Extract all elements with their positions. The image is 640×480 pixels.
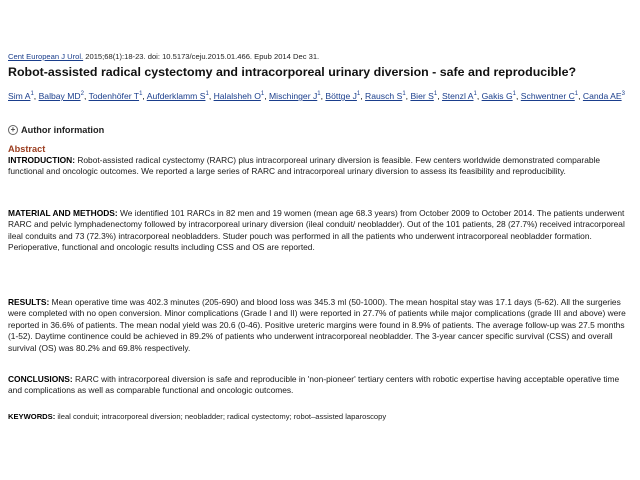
author-separator: ,: [83, 91, 89, 101]
author-link[interactable]: [8, 91, 34, 101]
author-name[interactable]: Aufderklamm S: [146, 91, 206, 101]
introduction-paragraph: [8, 155, 632, 178]
abstract-heading: Abstract: [8, 144, 46, 154]
citation-line: [8, 52, 319, 61]
author-information-toggle[interactable]: [8, 125, 104, 135]
author-information-label: Author information: [21, 125, 105, 135]
author-link[interactable]: [521, 91, 578, 101]
author-affiliation-number: 1: [356, 91, 361, 97]
article-title: Robot-assisted radical cystectomy and intracorporeal urinary diversion - safe and reproducible?: [8, 65, 577, 79]
citation-details: 2015;68(1):18-23. doi: 10.5173/ceju.2015.01.466. Epub 2014 Dec 31.: [83, 52, 320, 61]
author-affiliation-number: 1: [205, 91, 209, 97]
conclusions-label: CONCLUSIONS:: [8, 374, 73, 384]
author-name[interactable]: Gakis G: [481, 91, 513, 101]
author-separator: ,: [578, 91, 583, 101]
author-affiliation-number: 1: [260, 91, 265, 97]
author-affiliation-number: 3: [621, 91, 625, 97]
author-name[interactable]: Sim A: [8, 91, 31, 101]
author-affiliation-number: 1: [433, 91, 438, 97]
author-affiliation-number: 1: [473, 91, 477, 97]
results-paragraph: [8, 297, 632, 354]
author-affiliation-number: 1: [139, 91, 143, 97]
author-link[interactable]: [482, 91, 516, 101]
author-separator: ,: [320, 91, 326, 101]
author-affiliation-number: 2: [80, 91, 84, 97]
author-link[interactable]: [147, 91, 209, 101]
methods-label: MATERIAL AND METHODS:: [8, 208, 118, 218]
author-separator: ,: [476, 91, 482, 101]
author-link[interactable]: [269, 91, 321, 101]
author-link[interactable]: [39, 91, 84, 101]
keywords-label: KEYWORDS:: [8, 412, 56, 421]
author-name[interactable]: Canda AE: [582, 91, 622, 101]
author-name[interactable]: Schwentner C: [520, 91, 575, 101]
author-separator: ,: [360, 91, 366, 101]
author-name[interactable]: Stenzl A: [441, 91, 474, 101]
author-link[interactable]: [410, 91, 437, 101]
conclusions-paragraph: [8, 374, 632, 397]
author-name[interactable]: Mischinger J: [269, 91, 318, 101]
author-separator: ,: [142, 91, 147, 101]
author-list: [8, 91, 636, 103]
author-name[interactable]: Balbay MD: [38, 91, 81, 101]
author-affiliation-number: 1: [402, 91, 406, 97]
author-affiliation-number: 1: [317, 91, 321, 97]
conclusions-text: RARC with intracorporeal diversion is safe and reproducible in 'non-pioneer' tertiary centers with robotic expertise having acceptable operative time and complications as well as comparable functional and oncologic outcomes.: [8, 374, 620, 396]
author-link[interactable]: [325, 91, 360, 101]
author-affiliation-number: 1: [30, 91, 34, 97]
author-name[interactable]: Halalsheh O: [213, 91, 261, 101]
author-link[interactable]: [583, 91, 625, 101]
results-label: RESULTS:: [8, 297, 50, 307]
methods-text: We identified 101 RARCs in 82 men and 19 women (mean age 68.3 years) from October 2009 to October 2014. The patients underwent RARC and pelvic lymphadenectomy followed by intracorporeal urinary diversion (ileal conduit/ neobladder). Out of the 101 patients, 28 (27.7%) received intracorporeal ileal conduits and 73 (72.3%) intracorporeal neobladders. Studer pouch was performed in all the patients who underwent intracorporeal neobladder formation. Perioperative, functional and oncologic results including CSS and OS are reported.: [8, 208, 625, 253]
results-text: Mean operative time was 402.3 minutes (205-690) and blood loss was 345.3 ml (50-1000). The mean hospital stay was 17.1 days (5-62). All the surgeries were completed with no open conversion. Minor complications (Grade I and II) were reported in 27.7% of patients while major complications (grade III and above) were reported in 36.6% of patients. The mean nodal yield was 20.6 (0-46). Positive ureteric margins were found in 8.9% of patients. The average follow-up was 27.5 months (1-52). Daytime continence could be achieved in 89.2% of patients who underwent intracorporeal neobladder. The 3-year cancer specific survival (CSS) and overall survival (OS) was 80.2% and 69.8% respectively.: [8, 297, 626, 353]
author-separator: ,: [33, 91, 39, 101]
author-separator: ,: [208, 91, 214, 101]
author-separator: ,: [516, 91, 521, 101]
author-link[interactable]: [442, 91, 477, 101]
author-link[interactable]: [214, 91, 265, 101]
keywords-line: [8, 412, 632, 421]
author-name[interactable]: Böttge J: [325, 91, 357, 101]
author-separator: ,: [437, 91, 442, 101]
author-name[interactable]: Todenhöfer T: [88, 91, 140, 101]
author-link[interactable]: [365, 91, 406, 101]
methods-paragraph: [8, 208, 632, 254]
author-link[interactable]: [89, 91, 143, 101]
expand-plus-icon: +: [8, 125, 18, 135]
author-separator: ,: [405, 91, 411, 101]
introduction-text: Robot-assisted radical cystectomy (RARC) plus intracorporeal urinary diversion is feasible. Few centers worldwide demonstrated comparable functional and oncologic outcomes. We reported a large series of RARC and intracorporeal urinary diversion to assess its feasibility and reproducibility.: [8, 155, 601, 177]
author-separator: ,: [264, 91, 270, 101]
introduction-label: INTRODUCTION:: [8, 155, 75, 165]
author-affiliation-number: 1: [574, 91, 579, 97]
author-affiliation-number: 1: [512, 91, 517, 97]
author-name[interactable]: Bier S: [410, 91, 434, 101]
author-name[interactable]: Rausch S: [365, 91, 403, 101]
journal-link[interactable]: Cent European J Urol.: [8, 52, 84, 61]
keywords-text: ileal conduit; intracorporeal diversion; neobladder; radical cystectomy; robot–assisted laparoscopy: [55, 412, 387, 421]
